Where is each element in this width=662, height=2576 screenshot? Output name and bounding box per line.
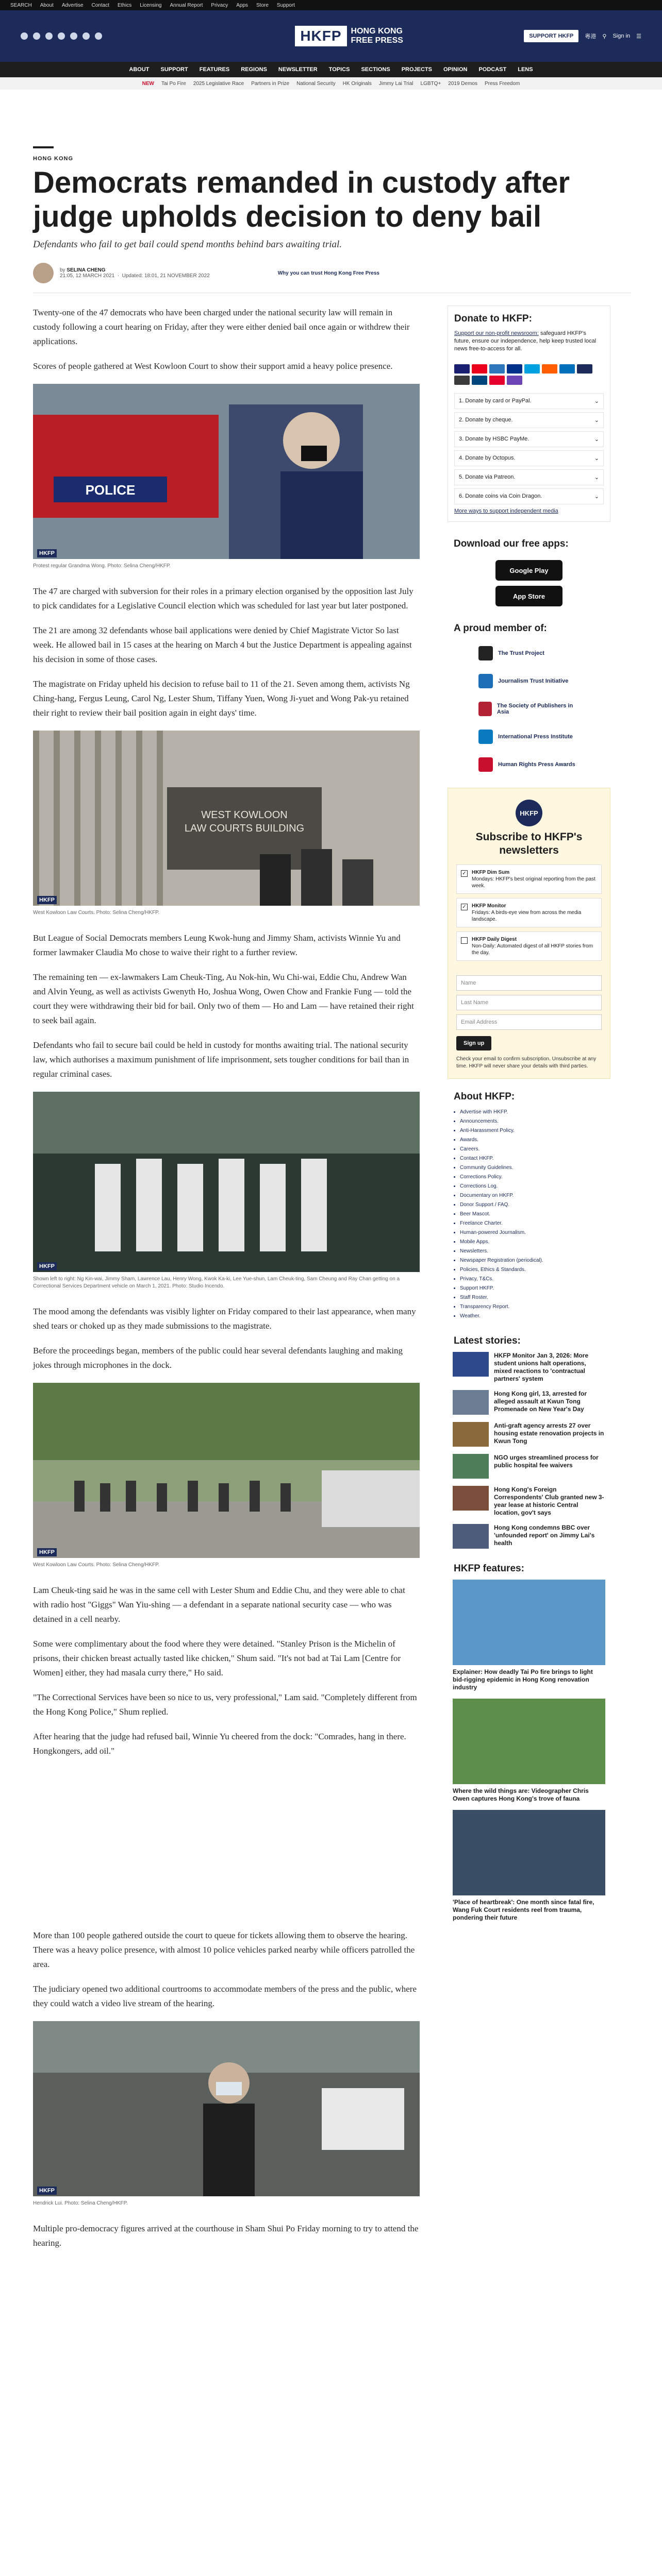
article-photo-5 <box>33 2021 420 2199</box>
topbar-link[interactable]: Store <box>256 2 269 8</box>
about-link[interactable]: • Human-powered Journalism. <box>460 1228 598 1238</box>
newsletter-checkbox[interactable] <box>461 937 468 944</box>
newsletter-logo: HKFP <box>516 800 542 826</box>
article-title: Democrats remanded in custody after judge upholds decision to deny bail <box>33 166 570 233</box>
article-paragraph: The remaining ten — ex-lawmakers Lam Cheuk-Ting, Au Nok-hin, Wu Chi-wai, Eddie Chu, Andrew Wan and Alvin Yeung, as well as activists Gwenyth Ho, Joshua Wong, Owen Chow and Frankie Fung — told the court they were withdrawing their bid for bail. Only two of them — Ho and Lam — have retained their right to seek bail again. <box>33 972 414 1025</box>
story-thumbnail <box>453 1524 489 1549</box>
payment-card-icon <box>542 364 557 374</box>
newsletter-text <box>472 936 597 956</box>
newsletter-desc: Mondays: HKFP's best original reporting from the past week. <box>472 876 595 889</box>
photo-defendants-vehicle <box>33 1092 420 1272</box>
about-link[interactable]: • Support HKFP. <box>460 1284 598 1293</box>
article-paragraph: Some were complimentary about the food where they were detained. "Stanley Prison is the Michelin of prisons, their chicken breast actually tasted like chicken," Shum said. "It's not bad at Tai Lam [Centre for Women] either, they had masala curry there," Ho said. <box>33 1639 401 1677</box>
payment-card-icon <box>454 376 470 385</box>
about-link[interactable]: • Mobile Apps. <box>460 1238 598 1247</box>
trending-link[interactable]: HK Originals <box>342 80 372 87</box>
about-link[interactable]: • Careers. <box>460 1145 598 1154</box>
donate-more-wrap <box>448 507 610 521</box>
newsletter-text <box>472 903 597 923</box>
feature-story[interactable] <box>453 1699 605 1803</box>
about-link[interactable]: • Awards. <box>460 1136 598 1145</box>
svg-text:POLICE: POLICE <box>85 482 136 498</box>
about-link[interactable]: • Beer Mascot. <box>460 1210 598 1219</box>
nav-item[interactable]: ABOUT <box>129 66 150 73</box>
about-box <box>448 1084 610 1328</box>
payment-card-icon <box>489 376 505 385</box>
topbar-link[interactable]: Licensing <box>140 2 162 8</box>
member-title: A proud member of: <box>454 623 547 634</box>
youtube-icon[interactable] <box>70 32 77 40</box>
payment-card-icon <box>507 376 522 385</box>
newsletter-input[interactable]: Name <box>456 975 602 991</box>
donate-option[interactable] <box>454 412 604 428</box>
about-link[interactable]: • Announcements. <box>460 1117 598 1126</box>
article-meta <box>33 263 629 283</box>
paragraph-group-g <box>33 2222 420 2250</box>
signup-button[interactable]: Sign up <box>456 1036 491 1050</box>
about-link[interactable]: • Donor Support / FAQ. <box>460 1200 598 1210</box>
paragraph-group-e <box>33 1583 420 1758</box>
member-logo-icon <box>478 702 492 716</box>
trending-link[interactable]: Tai Po Fire <box>161 80 186 87</box>
donate-option[interactable] <box>454 488 604 504</box>
article-paragraph: "The Correctional Services have been so nice to us, very professional," Lam said. "Completely different from the Hong Kong Police," Shum replied. <box>33 1692 417 1717</box>
about-link[interactable]: • Policies, Ethics & Standards. <box>460 1265 598 1275</box>
member-logo-icon <box>478 674 493 688</box>
donate-option-label: 1. Donate by card or PayPal. <box>459 398 532 404</box>
story-thumbnail <box>453 1422 489 1447</box>
article-photo-1 <box>33 384 420 562</box>
donate-box <box>448 306 610 522</box>
donate-option[interactable] <box>454 450 604 466</box>
story-title: NGO urges streamlined process for public hospital fee waivers <box>494 1454 599 1469</box>
article-paragraph: Defendants who fail to secure bail could be held in custody for months awaiting trial. The national security law, which authorises a maximum punishment of life imprisonment, sets tougher conditions for bail than in regular criminal cases. <box>33 1040 409 1079</box>
svg-text:WEST KOWLOON: WEST KOWLOON <box>201 809 288 821</box>
feature-story[interactable] <box>453 1810 605 1922</box>
topbar-link[interactable]: Annual Report <box>170 2 203 8</box>
svg-text:LAW COURTS BUILDING: LAW COURTS BUILDING <box>184 823 305 834</box>
story-thumbnail <box>453 1352 489 1377</box>
feature-thumbnail <box>453 1699 605 1784</box>
publish-date: 21:05, 12 MARCH 2021 <box>60 273 115 279</box>
search-icon[interactable]: ⚲ <box>602 33 607 40</box>
member-logo-icon <box>478 730 493 744</box>
member-logo[interactable] <box>448 723 610 751</box>
latest-story[interactable] <box>453 1352 605 1383</box>
member-logo[interactable] <box>448 667 610 695</box>
newsletter-checkbox[interactable]: ✓ <box>461 870 468 877</box>
article-body <box>33 306 420 2261</box>
chevron-down-icon: ⌄ <box>594 398 599 404</box>
trending-bar <box>0 77 662 90</box>
photo-caption-5: Hendrick Lui. Photo: Selina Cheng/HKFP. <box>33 2200 128 2206</box>
content-columns <box>0 306 662 2261</box>
newsletter-title: Subscribe to HKFP's newsletters <box>475 831 583 856</box>
donate-option[interactable] <box>454 469 604 485</box>
author-avatar[interactable] <box>33 263 54 283</box>
app-badges <box>448 560 610 606</box>
updated-date: Updated: 18:01, 21 NOVEMBER 2022 <box>122 273 210 279</box>
article-paragraph: Twenty-one of the 47 democrats who have been charged under the national security law will remain in custody following a court hearing on Friday, after they were either denied bail once again or withdrew their applications. <box>33 308 410 346</box>
photo-grandma-wong <box>33 384 420 559</box>
signin-link[interactable]: Sign in <box>613 33 631 39</box>
story-title: Hong Kong girl, 13, arrested for alleged assault at Kwun Tong Promenade on New Year's Day <box>494 1390 587 1413</box>
member-name: The Society of Publishers in Asia <box>496 703 573 715</box>
topbar-link[interactable]: SEARCH <box>10 2 32 8</box>
article-paragraph: The judiciary opened two additional courtrooms to accommodate members of the press and the public, where they could watch a video live stream of the hearing. <box>33 1984 417 2008</box>
photo-caption-4: West Kowloon Law Courts. Photo: Selina Cheng/HKFP. <box>33 1562 160 1568</box>
about-link[interactable]: • Privacy, T&Cs. <box>460 1275 598 1284</box>
article-paragraph: The mood among the defendants was visibly lighter on Friday compared to their last appearance, when many shed tears or choked up as they made submissions to the magistrate. <box>33 1307 416 1331</box>
nav-item[interactable]: LENS <box>518 66 533 73</box>
newsletter-option[interactable] <box>456 898 602 927</box>
byline-prefix: by <box>60 267 65 273</box>
photo-watermark: HKFP <box>37 896 57 904</box>
donate-body <box>448 330 610 359</box>
apps-title: Download our free apps: <box>454 538 569 549</box>
payment-card-icon <box>454 364 470 374</box>
donate-option-label: 2. Donate by cheque. <box>459 417 513 423</box>
about-link[interactable]: • Newsletters. <box>460 1247 598 1256</box>
about-list <box>448 1108 610 1328</box>
newsletter-checkbox[interactable]: ✓ <box>461 904 468 910</box>
payment-card-icon <box>472 364 487 374</box>
about-title: About HKFP: <box>454 1091 515 1102</box>
chevron-down-icon: ⌄ <box>594 417 599 423</box>
logo-line-2: FREE PRESS <box>351 36 403 45</box>
member-logo[interactable] <box>448 695 610 723</box>
latest-story[interactable] <box>453 1422 605 1447</box>
about-link[interactable]: • Advertise with HKFP. <box>460 1108 598 1117</box>
latest-story[interactable] <box>453 1486 605 1517</box>
newsletter-input[interactable]: Last Name <box>456 995 602 1010</box>
chevron-down-icon: ⌄ <box>594 436 599 443</box>
article-paragraph: Scores of people gathered at West Kowloon Court to show their support amid a heavy police presence. <box>33 361 393 371</box>
donate-options <box>448 393 610 504</box>
site-logo[interactable] <box>295 26 403 46</box>
photo-watermark: HKFP <box>37 1262 57 1270</box>
nav-item[interactable]: PODCAST <box>478 66 507 73</box>
feature-title: 'Place of heartbreak': One month since fatal fire, Wang Fuk Court residents reel from trauma, pondering their future <box>453 1899 594 1921</box>
donate-option-label: 6. Donate coins via Coin Dragon. <box>459 493 542 499</box>
about-link[interactable]: • Freelance Charter. <box>460 1219 598 1228</box>
article-photo-2 <box>33 731 420 908</box>
article-photo-4 <box>33 1383 420 1561</box>
trending-link[interactable]: LGBTQ+ <box>420 80 441 87</box>
author-name[interactable]: SELINA CHENG <box>67 267 106 273</box>
member-box <box>448 616 610 778</box>
topbar-link[interactable]: Apps <box>236 2 249 8</box>
feature-story[interactable] <box>453 1580 605 1691</box>
newsletter-input[interactable]: Email Address <box>456 1014 602 1030</box>
kicker-rule <box>33 146 54 148</box>
nav-item[interactable]: OPINION <box>443 66 468 73</box>
donate-option-label: 4. Donate by Octopus. <box>459 455 516 461</box>
story-title: HKFP Monitor Jan 3, 2026: More student unions halt operations, mixed reactions to 'contractual partners' system <box>494 1352 589 1382</box>
topbar-link[interactable]: Support <box>276 2 295 8</box>
app-store-badge[interactable]: App Store <box>495 586 562 606</box>
story-thumbnail <box>453 1486 489 1511</box>
photo-watermark: HKFP <box>37 2187 57 2195</box>
about-link[interactable]: • Weather. <box>460 1312 598 1321</box>
topbar-link[interactable]: Privacy <box>211 2 228 8</box>
about-link[interactable]: • Documentary on HKFP. <box>460 1191 598 1200</box>
about-link[interactable]: • Community Guidelines. <box>460 1163 598 1173</box>
chevron-down-icon: ⌄ <box>594 474 599 481</box>
byline: by SELINA CHENG 21:05, 12 MARCH 2021 · Updated: 18:01, 21 NOVEMBER 2022 <box>60 267 210 279</box>
payment-cards <box>448 359 610 390</box>
trust-link[interactable]: Why you can trust Hong Kong Free Press <box>277 270 379 276</box>
twitter-icon[interactable] <box>33 32 40 40</box>
article-paragraph: But League of Social Democrats members Leung Kwok-hung and Jimmy Sham, activists Winnie Yu and former lawmaker Claudia Mo chose to waive their right to a further review. <box>33 933 401 957</box>
social-links <box>21 32 102 40</box>
paragraph-group-f <box>33 1928 420 2011</box>
story-title: Hong Kong's Foreign Correspondents' Club granted new 3-year lease at historic Central location, gov't says <box>494 1486 604 1516</box>
rss-icon[interactable] <box>95 32 102 40</box>
member-name: Human Rights Press Awards <box>498 761 575 768</box>
photo-watermark: HKFP <box>37 549 57 557</box>
payment-card-icon <box>577 364 592 374</box>
article-paragraph: After hearing that the judge had refused bail, Winnie Yu cheered from the dock: "Comrades, hang in there. Hongkongers, add oil." <box>33 1732 406 1756</box>
payment-card-icon <box>559 364 575 374</box>
donate-option[interactable] <box>454 431 604 447</box>
topbar-link[interactable]: About <box>40 2 54 8</box>
latest-title: Latest stories: <box>454 1335 521 1346</box>
newsletter-note: Check your email to confirm subscription. Unsubscribe at any time. HKFP will never share your details with third parties. <box>456 1056 597 1069</box>
nav-item[interactable]: SECTIONS <box>361 66 390 73</box>
donate-option-label: 5. Donate via Patreon. <box>459 474 516 480</box>
sidebar <box>448 306 610 2261</box>
about-link[interactable]: • Anti-Harassment Policy. <box>460 1126 598 1136</box>
chevron-down-icon: ⌄ <box>594 494 599 500</box>
story-thumbnail <box>453 1390 489 1415</box>
photo-court-queue <box>33 1383 420 1558</box>
latest-list <box>448 1352 610 1549</box>
logo-line-1: HONG KONG <box>351 27 403 36</box>
menu-icon[interactable]: ☰ <box>636 33 641 40</box>
article-paragraph: The 47 are charged with subversion for their roles in a primary election organised by the opposition last July to pick candidates for a Legislative Council election which was scheduled for last year but later postponed. <box>33 586 413 611</box>
topbar-link[interactable]: Advertise <box>61 2 84 8</box>
member-list <box>448 639 610 778</box>
member-logo-icon <box>478 646 493 660</box>
about-link[interactable]: • Corrections Log. <box>460 1182 598 1191</box>
article-paragraph: The magistrate on Friday upheld his decision to refuse bail to 11 of the 21. Seven among them, activists Ng Ching-hang, Fergus Leung, Carol Ng, Lester Shum, Tiffany Yuen, Wong Ji-yuet and Wong Pak-yu retained their right to review their bail position again in eight days' time. <box>33 679 410 718</box>
ad-spacer <box>33 1769 420 1928</box>
top-utility-bar <box>0 0 662 10</box>
trending-link[interactable]: Partners in Prize <box>251 80 290 87</box>
article-paragraph: Before the proceedings began, members of the public could hear several defendants laughing and making jokes through microphones in the dock. <box>33 1346 403 1370</box>
newsletter-name: HKFP Dim Sum <box>472 870 510 875</box>
newsletter-option[interactable] <box>456 865 602 894</box>
paragraph-group-c <box>33 931 420 1081</box>
logo-mark: HKFP <box>295 26 346 46</box>
chevron-down-icon: ⌄ <box>594 455 599 462</box>
trending-link[interactable]: 2019 Demos <box>448 80 477 87</box>
nav-item[interactable]: SUPPORT <box>160 66 188 73</box>
photo-court-building <box>33 731 420 906</box>
new-badge: NEW <box>142 80 154 87</box>
newsletter-gap <box>456 965 602 975</box>
feature-title: Explainer: How deadly Tai Po fire brings to light bid-rigging epidemic in Hong Kong renovation industry <box>453 1668 593 1691</box>
about-link[interactable]: • Corrections Policy. <box>460 1173 598 1182</box>
article-header <box>0 90 662 293</box>
trending-link[interactable]: National Security <box>296 80 336 87</box>
donate-text: safeguard HKFP's future, ensure our independence, help keep trusted local news free-to-access for all. <box>454 330 597 352</box>
donate-option[interactable] <box>454 393 604 409</box>
nav-item[interactable]: TOPICS <box>328 66 350 73</box>
member-name: International Press Institute <box>498 734 573 740</box>
feature-thumbnail <box>453 1580 605 1665</box>
donate-option-label: 3. Donate by HSBC PayMe. <box>459 436 529 442</box>
feature-title: Where the wild things are: Videographer Chris Owen captures Hong Kong's trove of fauna <box>453 1787 589 1802</box>
member-name: The Trust Project <box>498 650 544 656</box>
nav-item[interactable]: REGIONS <box>241 66 267 73</box>
trending-link[interactable]: Press Freedom <box>484 80 520 87</box>
feature-thumbnail <box>453 1810 605 1895</box>
latest-box <box>448 1328 610 1549</box>
features-box <box>448 1556 610 1922</box>
logo-text <box>351 27 403 45</box>
newsletter-desc: Non-Daily: Automated digest of all HKFP stories from the day. <box>472 943 593 956</box>
article-paragraph: More than 100 people gathered outside the court to queue for tickets allowing them to observe the hearing. There was a heavy police presence, with almost 10 police vehicles parked nearby while officers patrolled the area. <box>33 1930 415 1969</box>
language-link[interactable]: 粵港 <box>585 33 597 40</box>
main-nav <box>0 62 662 77</box>
newsletter-options <box>456 865 602 961</box>
member-name: Journalism Trust Initiative <box>498 678 569 684</box>
topbar-link[interactable]: Contact <box>91 2 109 8</box>
article-kicker[interactable]: HONG KONG <box>33 156 74 162</box>
paragraph-group-d <box>33 1304 420 1372</box>
payment-card-icon <box>489 364 505 374</box>
nav-item[interactable]: FEATURES <box>199 66 230 73</box>
member-logo[interactable] <box>448 639 610 667</box>
app-store-badge[interactable]: Google Play <box>495 560 562 581</box>
photo-watermark: HKFP <box>37 1548 57 1556</box>
trending-link[interactable]: 2025 Legislative Race <box>193 80 244 87</box>
story-title: Hong Kong condemns BBC over 'unfounded report' on Jimmy Lai's health <box>494 1524 595 1547</box>
article-paragraph: Lam Cheuk-ting said he was in the same cell with Lester Shum and Eddie Chu, and they were able to chat with radio host "Giggs" Wan Yiu-shing — a defendant in a separate national security case — who was detained in a cell nearby. <box>33 1585 405 1624</box>
article-paragraph: The 21 are among 32 defendants whose bail applications were denied by Chief Magistrate Victor So last week. He allowed bail in 15 cases at the hearing on March 4 but the Justice Department is appealing against his decision in some of those cases. <box>33 625 412 664</box>
topbar-link[interactable]: Ethics <box>117 2 132 8</box>
about-link[interactable]: • Staff Roster. <box>460 1293 598 1302</box>
paragraph-group-b <box>33 584 420 720</box>
telegram-icon[interactable] <box>82 32 90 40</box>
newsletter-text <box>472 869 597 889</box>
features-title: HKFP features: <box>454 1563 524 1574</box>
member-logo[interactable] <box>448 751 610 778</box>
payment-card-icon <box>472 376 487 385</box>
payment-card-icon <box>507 364 522 374</box>
story-thumbnail <box>453 1454 489 1479</box>
nav-item[interactable]: PROJECTS <box>401 66 432 73</box>
newsletter-box <box>448 788 610 1079</box>
photo-caption-2: West Kowloon Law Courts. Photo: Selina Cheng/HKFP. <box>33 910 160 916</box>
about-link[interactable]: • Contact HKFP. <box>460 1154 598 1163</box>
site-header <box>0 10 662 62</box>
paragraph-group-a <box>33 306 420 374</box>
linkedin-icon[interactable] <box>58 32 65 40</box>
payment-card-icon <box>524 364 540 374</box>
trending-link[interactable]: Jimmy Lai Trial <box>378 80 413 87</box>
newsletter-name: HKFP Daily Digest <box>472 937 517 942</box>
newsletter-fields <box>456 975 602 1030</box>
newsletter-name: HKFP Monitor <box>472 903 506 909</box>
about-link[interactable]: • Newspaper Registration (periodical). <box>460 1256 598 1265</box>
latest-story[interactable] <box>453 1454 605 1479</box>
latest-story[interactable] <box>453 1390 605 1415</box>
header-actions <box>524 30 641 42</box>
newsletter-option[interactable] <box>456 931 602 961</box>
photo-hendrick-lui <box>33 2021 420 2196</box>
features-list <box>448 1580 610 1922</box>
nav-item[interactable]: NEWSLETTER <box>278 66 318 73</box>
instagram-icon[interactable] <box>45 32 53 40</box>
newsletter-desc: Fridays: A birds-eye view from across the media landscape. <box>472 910 582 922</box>
photo-caption-3: Shown left to right: Ng Kin-wai, Jimmy Sham, Lawrence Lau, Henry Wong, Kwok Ka-ki, Lee Yue-shun, Lam Cheuk-ting, Sam Cheung and Ray Chan getting on a Correctional Services Department vehicle on March 1, 2021. Photo: Studio Incendo. <box>33 1276 400 1289</box>
latest-story[interactable] <box>453 1524 605 1549</box>
apps-box <box>448 531 610 606</box>
donate-link[interactable]: Support our non-profit newsroom: <box>454 330 539 336</box>
about-link[interactable]: • Transparency Report. <box>460 1302 598 1312</box>
donate-title: Donate to HKFP: <box>454 313 532 324</box>
article-subtitle: Defendants who fail to get bail could spend months behind bars awaiting trial. <box>33 239 342 250</box>
photo-caption-1: Protest regular Grandma Wong. Photo: Selina Cheng/HKFP. <box>33 563 171 569</box>
article-photo-3 <box>33 1092 420 1275</box>
facebook-icon[interactable] <box>21 32 28 40</box>
article-paragraph: Multiple pro-democracy figures arrived at the courthouse in Sham Shui Po Friday morning to try to attend the hearing. <box>33 2224 419 2248</box>
donate-more-link[interactable]: More ways to support independent media <box>454 508 558 514</box>
story-title: Anti-graft agency arrests 27 over housing estate renovation projects in Kwun Tong <box>494 1422 604 1445</box>
support-button[interactable]: SUPPORT HKFP <box>524 30 578 42</box>
member-logo-icon <box>478 757 493 772</box>
